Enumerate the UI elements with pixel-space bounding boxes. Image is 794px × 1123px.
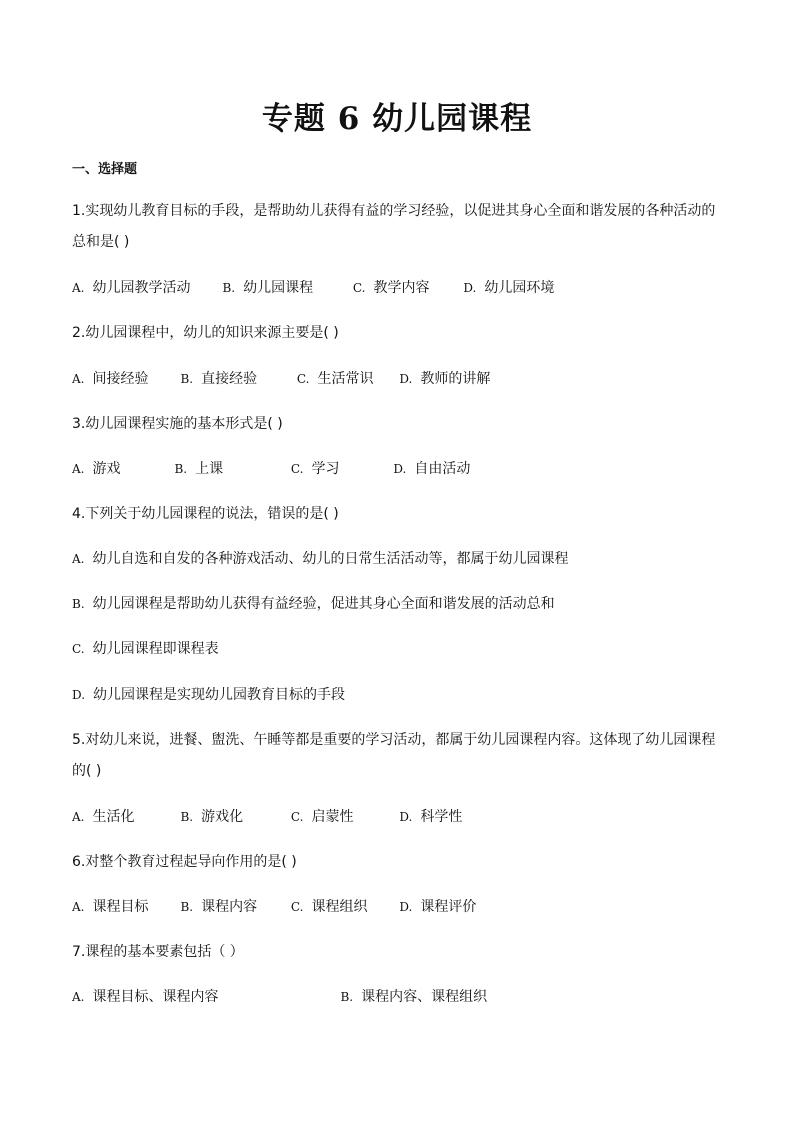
option-b: B. 幼儿园课程 xyxy=(222,280,314,296)
question-4-option-c: C. 幼儿园课程即课程表 xyxy=(72,641,219,657)
question-1-options xyxy=(72,278,554,298)
option-a: A. 间接经验 xyxy=(72,371,149,387)
option-c: C. 课程组织 xyxy=(290,899,368,915)
question-4-option-a: A. 幼儿自选和自发的各种游戏活动、幼儿的日常生活活动等，都属于幼儿园课程 xyxy=(72,551,569,567)
section-heading: 一、选择题 xyxy=(72,162,138,177)
option-c: C. 教学内容 xyxy=(352,280,430,296)
option-d: D. 教师的讲解 xyxy=(399,371,491,387)
option-a: A. 课程目标 xyxy=(72,899,149,915)
question-4-line-1: 4.下列关于幼儿园课程的说法，错误的是( ) xyxy=(72,506,339,522)
option-b: B. 上课 xyxy=(174,461,224,477)
question-6-options xyxy=(72,897,476,917)
question-5-line-1: 5.对幼儿来说，进餐、盥洗、午睡等都是重要的学习活动，都属于幼儿园课程内容。这体现了幼儿园课程 xyxy=(72,732,716,748)
question-6-line-1: 6.对整个教育过程起导向作用的是( ) xyxy=(72,854,297,870)
question-5-line-2: 的( ) xyxy=(72,763,102,779)
question-7-line-1: 7.课程的基本要素包括（ ） xyxy=(72,944,244,960)
option-d: D. 课程评价 xyxy=(399,899,477,915)
page-title: 专题 6 幼儿园课程 xyxy=(261,101,533,137)
question-4-option-d: D. 幼儿园课程是实现幼儿园教育目标的手段 xyxy=(72,687,346,703)
option-b: B. 课程内容 xyxy=(180,899,258,915)
option-c: C. 生活常识 xyxy=(296,371,374,387)
option-d: D. 幼儿园环境 xyxy=(463,280,555,296)
option-a: A. 课程目标、课程内容 xyxy=(72,989,219,1005)
option-b: B. 直接经验 xyxy=(180,371,258,387)
question-1-line-2: 总和是( ) xyxy=(72,234,130,250)
question-7-options xyxy=(72,987,487,1007)
option-b: B. 课程内容、课程组织 xyxy=(340,989,488,1005)
option-b: B. 游戏化 xyxy=(180,809,244,825)
question-2-line-1: 2.幼儿园课程中，幼儿的知识来源主要是( ) xyxy=(72,325,339,341)
option-c: C. 启蒙性 xyxy=(290,809,354,825)
option-a: A. 生活化 xyxy=(72,809,135,825)
question-1-line-1: 1.实现幼儿教育目标的手段，是帮助幼儿获得有益的学习经验，以促进其身心全面和谐发展的各种活动的 xyxy=(72,203,716,219)
option-d: D. 科学性 xyxy=(399,809,463,825)
option-d: D. 自由活动 xyxy=(393,461,471,477)
option-a: A. 幼儿园教学活动 xyxy=(72,280,191,296)
question-3-line-1: 3.幼儿园课程实施的基本形式是( ) xyxy=(72,416,283,432)
question-3-options xyxy=(72,459,470,479)
option-a: A. 游戏 xyxy=(72,461,121,477)
option-c: C. 学习 xyxy=(290,461,340,477)
question-2-options xyxy=(72,369,490,389)
question-5-options xyxy=(72,807,462,827)
question-4-option-b: B. 幼儿园课程是帮助幼儿获得有益经验，促进其身心全面和谐发展的活动总和 xyxy=(72,596,555,612)
